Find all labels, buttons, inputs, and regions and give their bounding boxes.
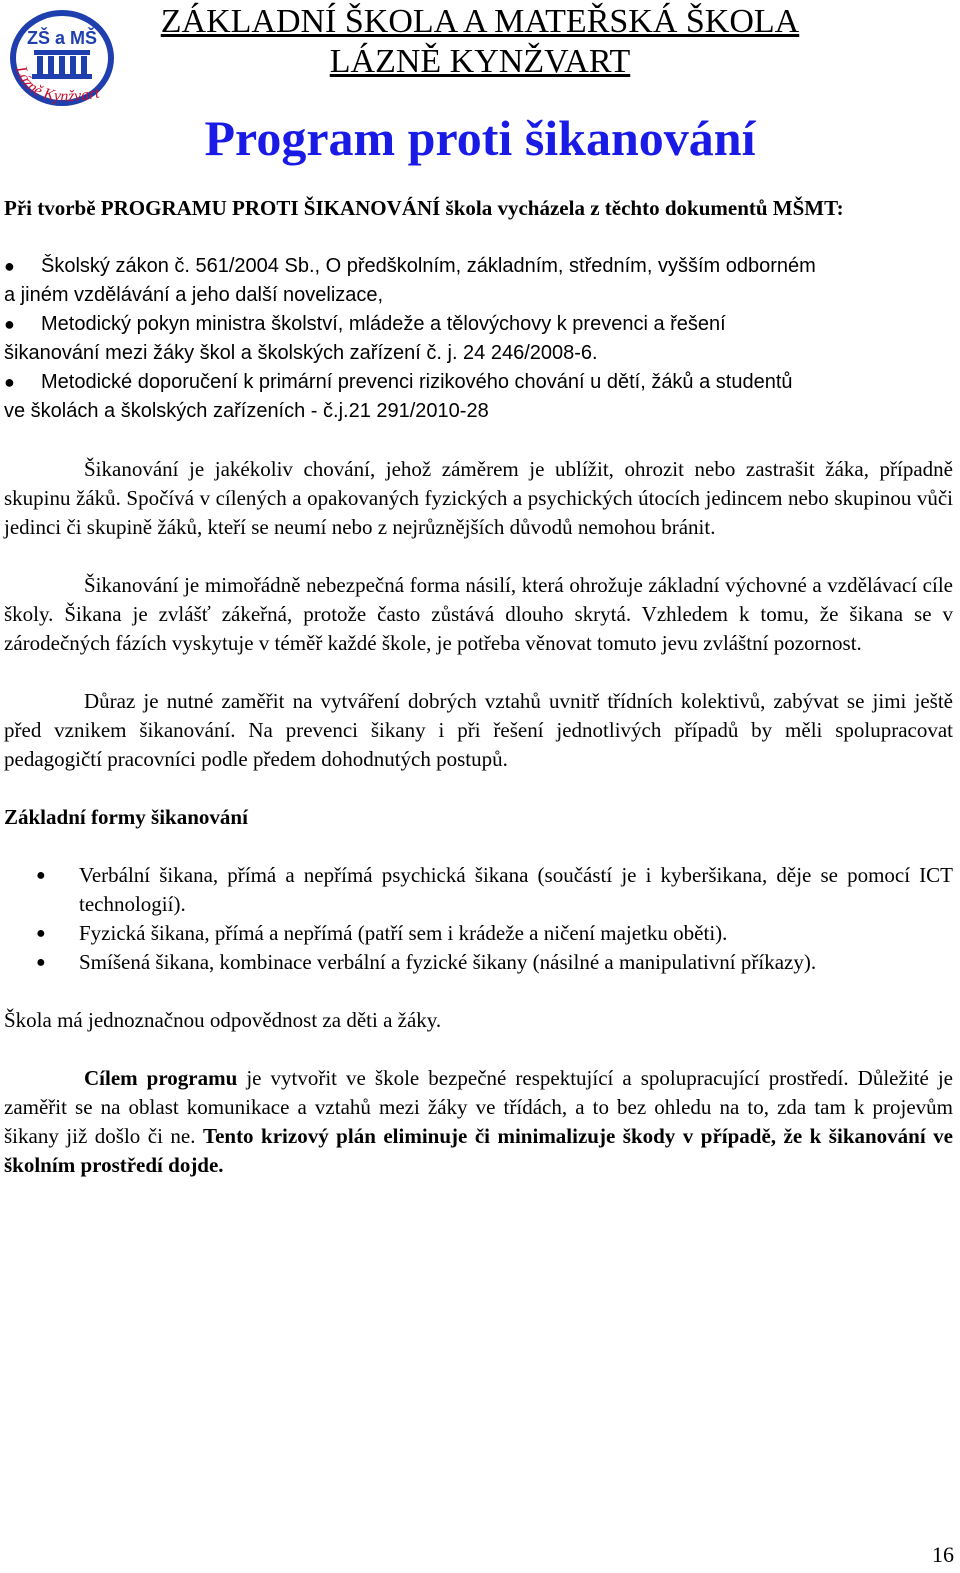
source-first-line: Metodický pokyn ministra školství, mládeže a tělovýchovy k prevenci a řešení — [41, 313, 726, 335]
bullet-icon: ● — [4, 314, 15, 334]
list-item — [4, 919, 953, 948]
bullet-icon: ● — [4, 256, 15, 276]
list-item — [4, 948, 953, 977]
emphasis-paragraph: Důraz je nutné zaměřit na vytváření dobrých vztahů uvnitř třídních kolektivů, zabývat se jimi ještě před vznikem šikanování. Na prevenci šikany i při řešení jednotlivých případů by měli spolupracovat pedagogičtí pracovníci podle předem dohodnutých postupů. — [4, 689, 953, 771]
logo-text-arc: Lázně Kynžvart — [12, 64, 101, 106]
sources-list — [4, 252, 953, 426]
document-body — [4, 194, 953, 1180]
school-name — [130, 2, 830, 82]
list-item — [4, 310, 953, 368]
form-text: Fyzická šikana, přímá a nepřímá (patří sem i krádeže a ničení majetku oběti). — [79, 921, 728, 945]
page-title: Program proti šikanování — [204, 110, 756, 166]
goal-paragraph — [4, 1064, 953, 1180]
page-number: 16 — [932, 1542, 954, 1567]
source-rest: ve školách a školských zařízeních - č.j.21 291/2010-28 — [4, 400, 489, 422]
forms-list — [4, 861, 953, 977]
source-rest: a jiném vzdělávání a jeho další novelizace, — [4, 284, 384, 306]
source-first-line: Metodické doporučení k primární prevenci rizikového chování u dětí, žáků a studentů — [41, 371, 793, 393]
forms-heading: Základní formy šikanování — [4, 805, 248, 829]
bullet-icon: ● — [4, 372, 15, 392]
bullet-icon: ● — [36, 867, 46, 884]
goal-tail: Tento krizový plán eliminuje či minimalizuje škody v případě, že k šikanování ve školním prostředí dojde. — [4, 1124, 953, 1177]
form-text: Verbální šikana, přímá a nepřímá psychická šikana (součástí je i kyberšikana, děje se pomocí ICT technologií). — [79, 863, 953, 916]
bullet-icon: ● — [36, 954, 46, 971]
list-item — [4, 861, 953, 919]
form-text: Smíšená šikana, kombinace verbální a fyzické šikany (násilné a manipulativní příkazy). — [79, 950, 817, 974]
definition-paragraph: Šikanování je jakékoliv chování, jehož záměrem je ublížit, ohrozit nebo zastrašit žáka, případně skupinu žáků. Spočívá v cílených a opakovaných fyzických a psychických útocích jedincem nebo skupinou vůči jedinci či skupině žáků, kteří se neumí nebo z nejrůznějších důvodů nemohou bránit. — [4, 457, 953, 539]
school-logo — [6, 6, 122, 116]
danger-paragraph: Šikanování je mimořádně nebezpečná forma násilí, která ohrožuje základní výchovné a vzdělávací cíle školy. Šikana je zvlášť zákeřná, protože často zůstává dlouho skrytá. Vzhledem k tomu, že šikana se v zárodečných fázích vyskytuje v téměř každé škole, je potřeba věnovat tomuto jevu zvláštní pozornost. — [4, 573, 953, 655]
bullet-icon: ● — [36, 925, 46, 942]
school-name-line1: ZÁKLADNÍ ŠKOLA A MATEŘSKÁ ŠKOLA — [160, 3, 800, 40]
responsibility-paragraph: Škola má jednoznačnou odpovědnost za děti a žáky. — [4, 1008, 442, 1032]
source-first-line: Školský zákon č. 561/2004 Sb., O předškolním, základním, středním, vyšším odborném — [41, 255, 816, 277]
intro-paragraph: Při tvorbě PROGRAMU PROTI ŠIKANOVÁNÍ škola vycházela z těchto dokumentů MŠMT: — [4, 196, 844, 220]
logo-text-top: ZŠ a MŠ — [26, 28, 98, 48]
list-item — [4, 368, 953, 426]
school-name-line2: LÁZNĚ KYNŽVART — [329, 43, 631, 80]
source-rest: šikanování mezi žáky škol a školských zařízení č. j. 24 246/2008-6. — [4, 342, 598, 364]
goal-text: je vytvořit ve škole bezpečné respektující a spolupracující prostředí. Důležité je zaměřit se na oblast komunikace a vztahů mezi žáky ve třídách, a to bez ohledu na to, zda tam k projevům šikany již došlo či ne. — [4, 1066, 953, 1148]
list-item — [4, 252, 953, 310]
goal-lead: Cílem programu — [84, 1066, 238, 1090]
